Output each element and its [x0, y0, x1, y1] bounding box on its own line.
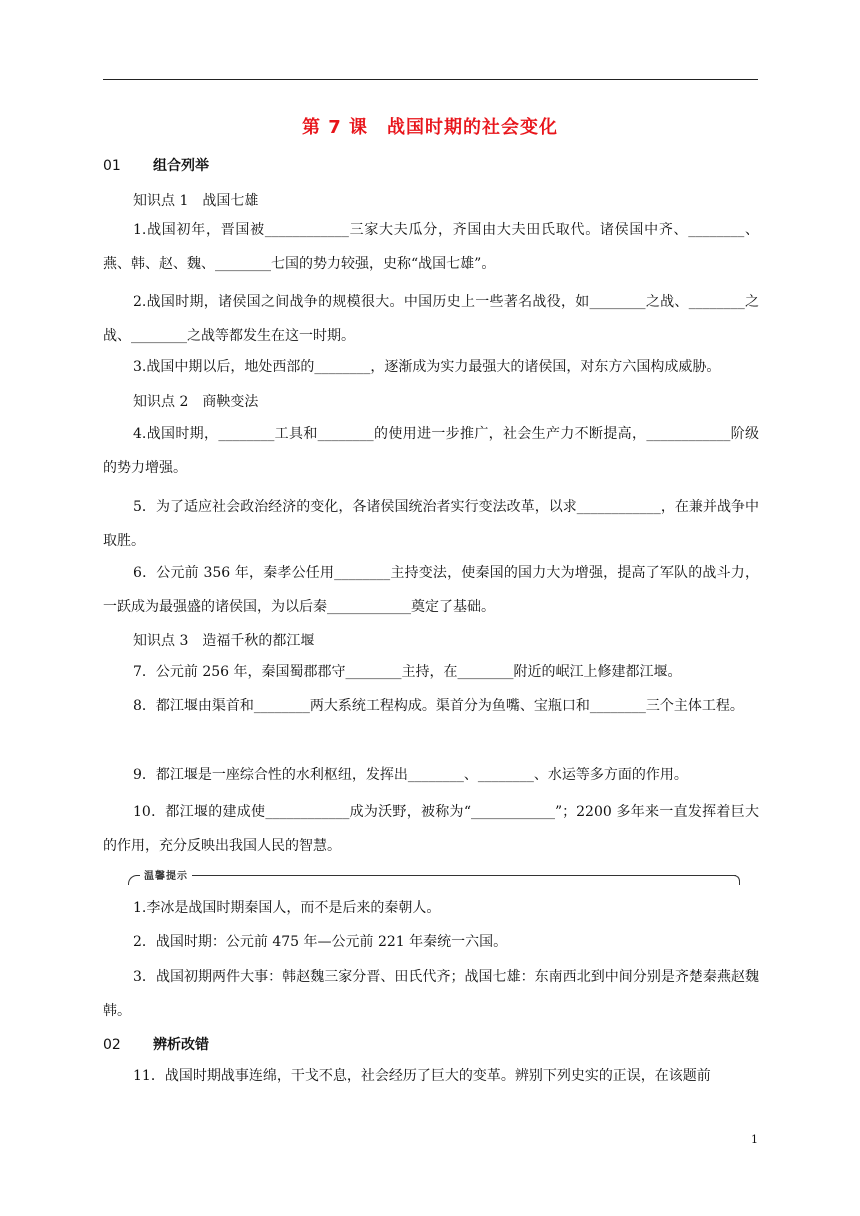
page-title: 第 7 课 战国时期的社会变化: [301, 117, 559, 138]
section-number: 01: [103, 158, 121, 174]
section-label: 辨析改错: [153, 1037, 209, 1053]
question-8: 8．都江堰由渠首和________两大系统工程构成。渠首分为鱼嘴、宝瓶口和________三个主体工程。: [133, 698, 744, 714]
tip-item-2: 2．战国时期：公元前 475 年—公元前 221 年秦统一六国。: [133, 934, 508, 950]
question-11: 11．战国时期战事连绵，干戈不息，社会经历了巨大的变革。辨别下列史实的正误，在该题前: [133, 1068, 711, 1084]
kp-label: 知识点 2: [133, 394, 189, 410]
page-number: 1: [751, 1133, 758, 1146]
kp-name: 商鞅变法: [202, 394, 259, 410]
knowledge-point-3: [133, 630, 314, 650]
question-1: 1.战国初年，晋国被____________三家大夫瓜分，齐国由大夫田氏取代。诸侯国中齐、________、燕、韩、赵、魏、________七国的势力较强，史称“战国七雄”。: [103, 222, 759, 272]
kp-name: 战国七雄: [202, 193, 259, 209]
question-7: 7．公元前 256 年，秦国蜀郡郡守________主持，在________附近的岷江上修建都江堰。: [133, 664, 682, 680]
section-heading-1: [103, 155, 209, 175]
question-10: 10．都江堰的建成使____________成为沃野，被称为“____________”；2200 多年来一直发挥着巨大的作用，充分反映出我国人民的智慧。: [103, 804, 759, 854]
kp-name: 造福千秋的都江堰: [202, 633, 315, 649]
question-6: 6．公元前 356 年，秦孝公任用________主持变法，使秦国的国力大为增强，提高了军队的战斗力，一跃成为最强盛的诸侯国，为以后秦____________奠定了基础。: [103, 565, 759, 615]
section-number: 02: [103, 1037, 121, 1053]
question-9: 9．都江堰是一座综合性的水利枢纽，发挥出________、________、水运等多方面的作用。: [133, 767, 688, 783]
header-rule: [103, 79, 758, 80]
question-2: 2.战国时期，诸侯国之间战争的规模很大。中国历史上一些著名战役，如________之战、________之战、________之战等都发生在这一时期。: [103, 294, 759, 344]
tip-label: 温馨提示: [140, 867, 192, 882]
section-heading-2: [103, 1034, 209, 1054]
knowledge-point-1: [133, 190, 258, 210]
tip-item-3: 3．战国初期两件大事：韩赵魏三家分晋、田氏代齐；战国七雄：东南西北到中间分别是齐楚秦燕赵魏韩。: [103, 969, 759, 1019]
kp-label: 知识点 3: [133, 633, 189, 649]
knowledge-point-2: [133, 391, 258, 411]
question-4: 4.战国时期，________工具和________的使用进一步推广，社会生产力不断提高，____________阶级的势力增强。: [103, 426, 759, 476]
section-label: 组合列举: [153, 158, 209, 174]
question-3: 3.战国中期以后，地处西部的________，逐渐成为实力最强大的诸侯国，对东方六国构成威胁。: [133, 359, 721, 375]
tip-box-header: [128, 867, 740, 883]
question-5: 5．为了适应社会政治经济的变化，各诸侯国统治者实行变法改革，以求____________，在兼并战争中取胜。: [103, 499, 759, 549]
kp-label: 知识点 1: [133, 193, 189, 209]
tip-item-1: 1.李冰是战国时期秦国人，而不是后来的秦朝人。: [133, 900, 441, 916]
